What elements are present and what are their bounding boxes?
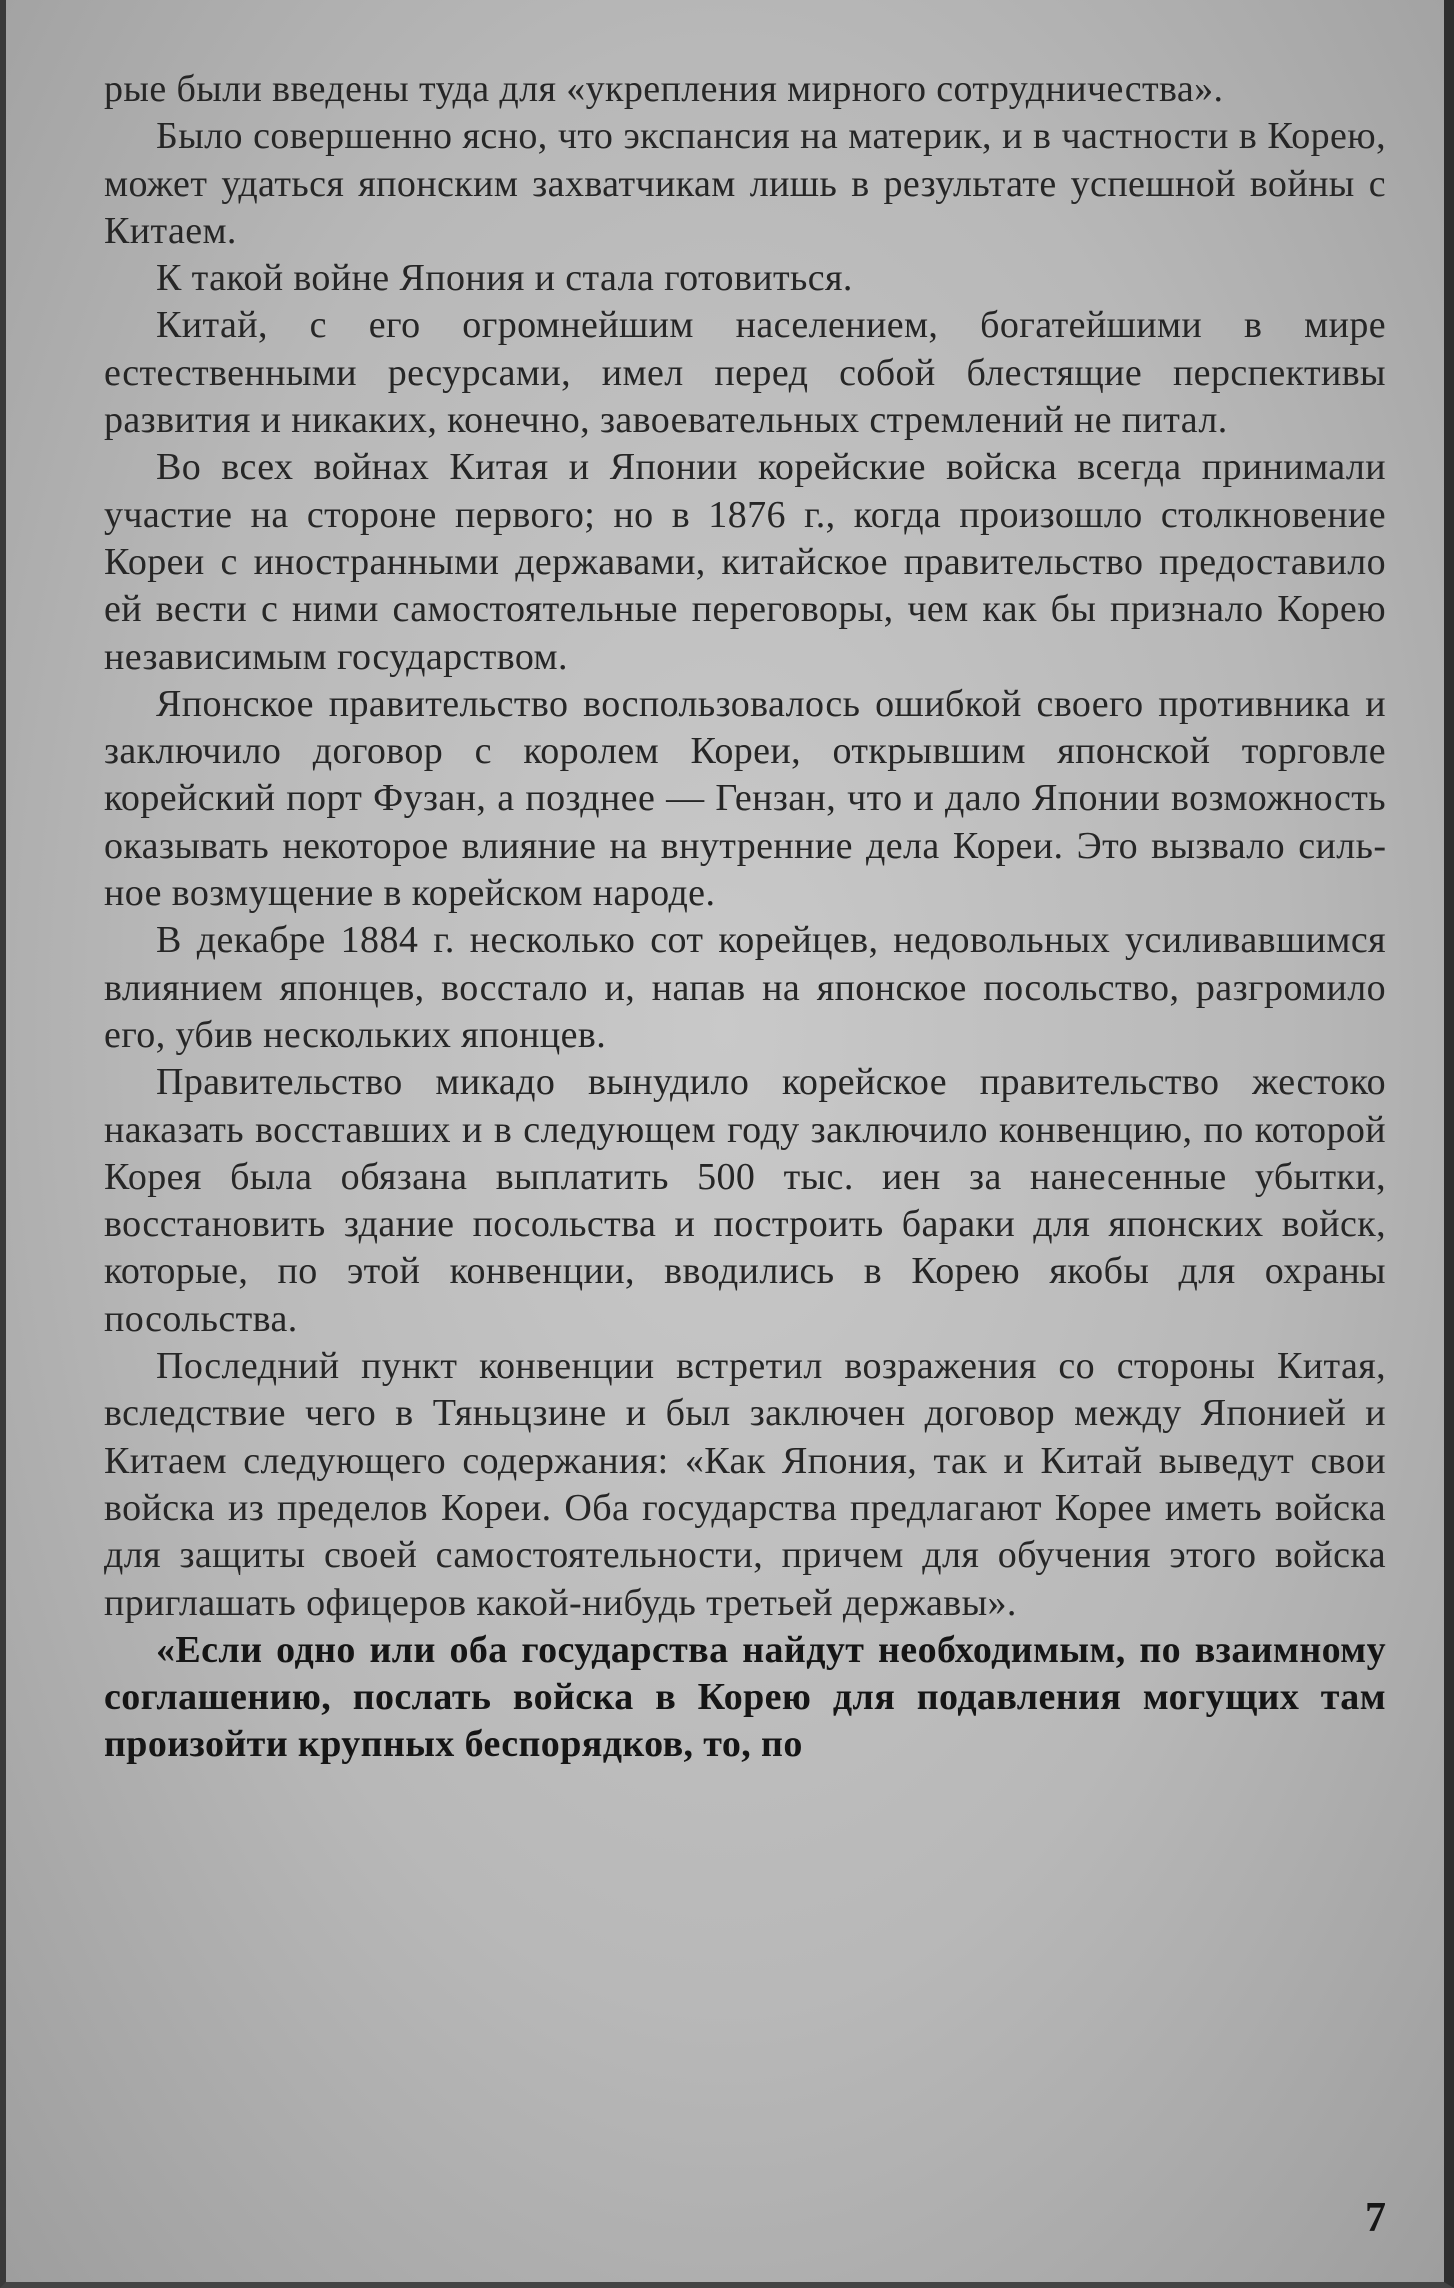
paragraph: К такой войне Япония и стала готовиться. bbox=[156, 257, 853, 300]
paragraph: Правительство микадо вынудило корейское правительство жестоко наказать восставших и в следующем году заключило конвенцию, по которой Корея была обязана выплатить 500 тыс. иен за нанесенные убытки, восстановить здание посольства и построить бараки для японских войск, которые, по этой конвенции, вводились в Корею якобы для охраны посольства. bbox=[104, 1061, 1386, 1340]
page-text bbox=[104, 66, 1386, 1769]
paragraph: «Если одно или оба государства найдут необходимым, по взаимному соглашению, послать войска в Корею для подавления могущих там произойти крупных беспорядков, то, по bbox=[104, 1628, 1386, 1766]
paragraph: Японское правительство воспользовалось ошибкой своего противника и заключило договор с королем Кореи, открывшим японской торговле корейский порт Фузан, а позднее — Гензан, что и дало Японии возможность оказывать некоторое влияние на внутренние дела Кореи. Это вызвало сильное возмущение в корейском народе. bbox=[104, 682, 1386, 915]
paragraph: Во всех войнах Китая и Японии корейские войска всегда принимали участие на стороне первого; но в 1876 г., когда произошло столкновение Кореи с иностранными державами, китайское правительство предоставило ей вести с ними самостоятельные переговоры, чем как бы признало Корею независимым государством. bbox=[104, 446, 1386, 678]
paragraph: Было совершенно ясно, что экспансия на материк, и в частности в Корею, может удаться японским захватчикам лишь в результате успешной войны с Китаем. bbox=[104, 115, 1386, 252]
paragraph: В декабре 1884 г. несколько сот корейцев, недовольных усиливавшимся влиянием японцев, восстало и, напав на японское посольство, разгромило его, убив нескольких японцев. bbox=[104, 919, 1386, 1056]
paragraph-continuation: рые были введены туда для «укрепления мирного сотрудничества». bbox=[104, 68, 1224, 110]
paragraph: Китай, с его огромнейшим населением, богатейшими в мире естественными ресурсами, имел перед собой блестящие перспективы развития и никаких, конечно, завоевательных стремлений не питал. bbox=[104, 304, 1386, 442]
paragraph: Последний пункт конвенции встретил возражения со стороны Китая, вследствие чего в Тяньцзине и был заключен договор между Японией и Китаем следующего содержания: «Как Япония, так и Китай выведут свои войска из пределов Кореи. Оба государства предлагают Корее иметь войска для защиты своей самостоятельности, причем для обучения этого войска приглашать офицеров какой-нибудь третьей державы». bbox=[104, 1345, 1386, 1624]
page-number: 7 bbox=[1365, 2195, 1386, 2241]
